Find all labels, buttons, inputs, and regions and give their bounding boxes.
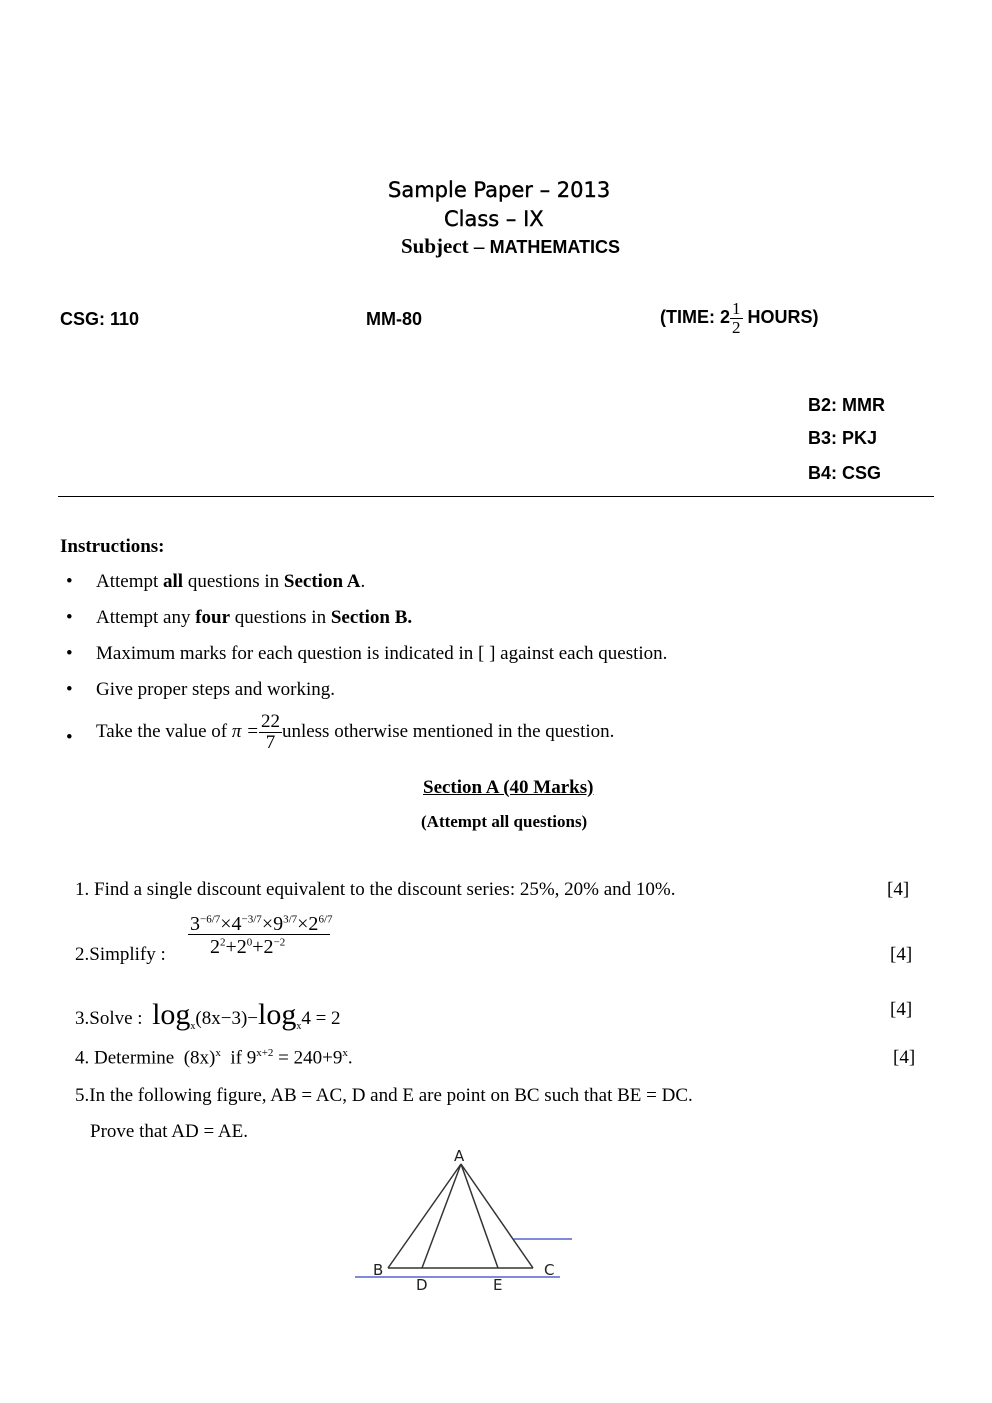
batch-code: B2: MMR: [808, 395, 885, 415]
bullet: •: [66, 727, 73, 748]
time-allowed: [660, 300, 819, 337]
instruction-item: Attempt any four questions in Section B.: [96, 607, 413, 628]
label-b: B: [373, 1261, 384, 1279]
frac-num: 1: [732, 299, 741, 318]
side-ab: [388, 1164, 461, 1268]
question-2-label: 2.Simplify :: [75, 944, 166, 965]
question-marks: [4]: [890, 999, 913, 1020]
instruction-item: Take the value of π = $\frac{22}{7}$ unless otherwise mentioned in the question.: [96, 711, 615, 753]
label-e: E: [493, 1276, 503, 1290]
instructions-heading: Instructions:: [60, 536, 165, 557]
section-a-subtitle: (Attempt all questions): [421, 812, 588, 831]
instruction-item: Maximum marks for each question is indicated in [ ] against each question.: [96, 643, 668, 664]
max-marks: MM-80: [366, 309, 423, 329]
time-prefix: (TIME: 2: [660, 307, 730, 328]
triangle-figure: [350, 1140, 590, 1290]
batch-code: B4: CSG: [808, 463, 882, 483]
bullet: •: [66, 571, 73, 592]
question-marks: [4]: [893, 1047, 916, 1068]
question-2-expression: $3^{-6/7}\times 4^{-3/7}\times 9^{3/7}\times 2^{6/7}$ $2^2+2^0+2^{-2}$: [190, 913, 333, 958]
segment-ad: [422, 1164, 461, 1268]
subject-name: MATHEMATICS: [489, 237, 620, 257]
question-marks: [4]: [887, 879, 910, 900]
bullet: •: [66, 607, 73, 628]
subject-label: Subject –: [401, 234, 485, 258]
instruction-item: Give proper steps and working.: [96, 679, 336, 700]
label-d: D: [416, 1276, 428, 1290]
class-label: Class – IX: [444, 207, 544, 231]
question-3: 3.Solve : $\log_x(8x-3)-\log_x4 = 2$: [75, 998, 341, 1032]
header-divider: [58, 496, 934, 497]
subject-line: [401, 236, 620, 257]
question-1: 1. Find a single discount equivalent to the discount series: 25%, 20% and 10%.: [75, 879, 676, 900]
question-marks: [4]: [890, 944, 913, 965]
question-4: 4. Determine $(8x)^x$ if $9^{x+2} = 240+9^x$.: [75, 1047, 353, 1069]
label-c: C: [544, 1261, 555, 1279]
question-5-prove: Prove that AD = AE.: [90, 1121, 248, 1142]
time-suffix: HOURS): [747, 307, 819, 328]
bullet: •: [66, 679, 73, 700]
question-5: 5.In the following figure, AB = AC, D and E are point on BC such that BE = DC.: [75, 1085, 693, 1106]
batch-code: B3: PKJ: [808, 428, 878, 448]
segment-ae: [461, 1164, 498, 1268]
section-a-title: Section A (40 Marks): [423, 777, 594, 798]
pi-fraction: $\frac{22}{7}$: [260, 711, 280, 753]
side-ac: [461, 1164, 533, 1268]
csg-code: CSG: 110: [60, 309, 140, 329]
frac-den: 2: [732, 317, 741, 337]
time-fraction: [730, 300, 743, 337]
instruction-item: Attempt all questions in Section A.: [96, 571, 366, 592]
paper-title: Sample Paper – 2013: [388, 178, 611, 202]
bullet: •: [66, 643, 73, 664]
label-a: A: [454, 1147, 465, 1165]
